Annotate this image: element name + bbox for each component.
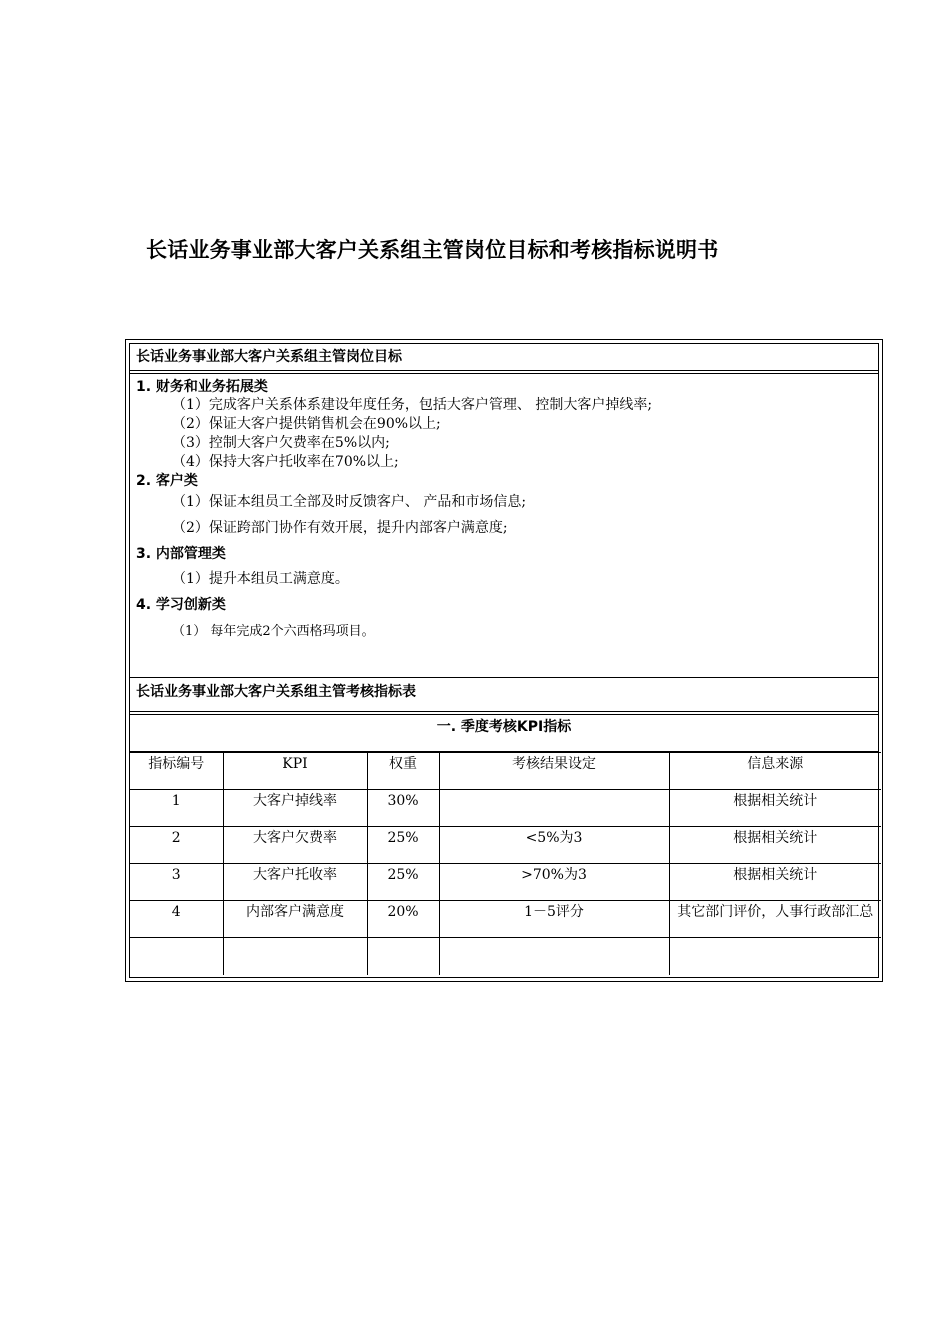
header-cell: 指标编号	[130, 753, 223, 790]
table-cell: 大客户托收率	[223, 864, 367, 901]
table-cell: 根据相关统计	[669, 864, 881, 901]
kpi-table	[130, 752, 881, 975]
category-label: 4. 学习创新类	[136, 597, 226, 613]
category-label: 3. 内部管理类	[136, 546, 226, 562]
kpi-section-title: 一. 季度考核KPI指标	[436, 719, 572, 735]
table-cell: 30%	[367, 790, 439, 827]
table-cell: 25%	[367, 864, 439, 901]
table-cell	[223, 938, 367, 975]
table-header-row	[130, 753, 881, 790]
table-row	[130, 790, 881, 827]
table-cell: 大客户掉线率	[223, 790, 367, 827]
kpi-table-title: 长话业务事业部大客户关系组主管考核指标表	[136, 684, 416, 700]
divider	[130, 677, 878, 678]
table-cell: >70%为3	[439, 864, 669, 901]
table-cell: 内部客户满意度	[223, 901, 367, 938]
goals-title: 长话业务事业部大客户关系组主管岗位目标	[136, 349, 402, 365]
divider	[130, 370, 878, 371]
table-cell: 根据相关统计	[669, 790, 881, 827]
table-cell: 3	[130, 864, 223, 901]
table-cell: 1	[130, 790, 223, 827]
header-cell: KPI	[223, 753, 367, 790]
category-label: 1. 财务和业务拓展类	[136, 379, 268, 395]
header-cell: 权重	[367, 753, 439, 790]
page-title: 长话业务事业部大客户关系组主管岗位目标和考核指标说明书	[146, 238, 719, 262]
table-row	[130, 901, 881, 938]
table-cell	[669, 938, 881, 975]
table-cell: 大客户欠费率	[223, 827, 367, 864]
table-cell	[439, 790, 669, 827]
goal-item: （2）保证大客户提供销售机会在90%以上;	[172, 416, 441, 432]
table-cell: 其它部门评价，人事行政部汇总	[669, 901, 881, 938]
table-cell: 2	[130, 827, 223, 864]
goal-item: （1） 每年完成2个六西格玛项目。	[172, 624, 375, 639]
table-cell: 1－5评分	[439, 901, 669, 938]
divider	[130, 373, 878, 374]
table-cell: 25%	[367, 827, 439, 864]
goal-item: （1）完成客户关系体系建设年度任务，包括大客户管理、 控制大客户掉线率;	[172, 397, 653, 413]
table-row	[130, 938, 881, 975]
divider	[130, 714, 878, 715]
goal-item: （1）提升本组员工满意度。	[172, 571, 349, 587]
table-cell	[130, 938, 223, 975]
table-cell	[439, 938, 669, 975]
table-cell: 根据相关统计	[669, 827, 881, 864]
header-cell: 信息来源	[669, 753, 881, 790]
table-row	[130, 827, 881, 864]
document-frame	[125, 339, 883, 982]
header-cell: 考核结果设定	[439, 753, 669, 790]
table-cell: <5%为3	[439, 827, 669, 864]
category-label: 2. 客户类	[136, 473, 198, 489]
goal-item: （1）保证本组员工全部及时反馈客户、 产品和市场信息;	[172, 494, 527, 510]
document-inner-frame	[129, 343, 879, 978]
table-cell: 4	[130, 901, 223, 938]
goal-item: （2）保证跨部门协作有效开展，提升内部客户满意度;	[172, 520, 508, 536]
goal-item: （3）控制大客户欠费率在5%以内;	[172, 435, 390, 451]
table-cell: 20%	[367, 901, 439, 938]
goal-item: （4）保持大客户托收率在70%以上;	[172, 454, 399, 470]
table-row	[130, 864, 881, 901]
table-cell	[367, 938, 439, 975]
divider	[130, 711, 878, 712]
